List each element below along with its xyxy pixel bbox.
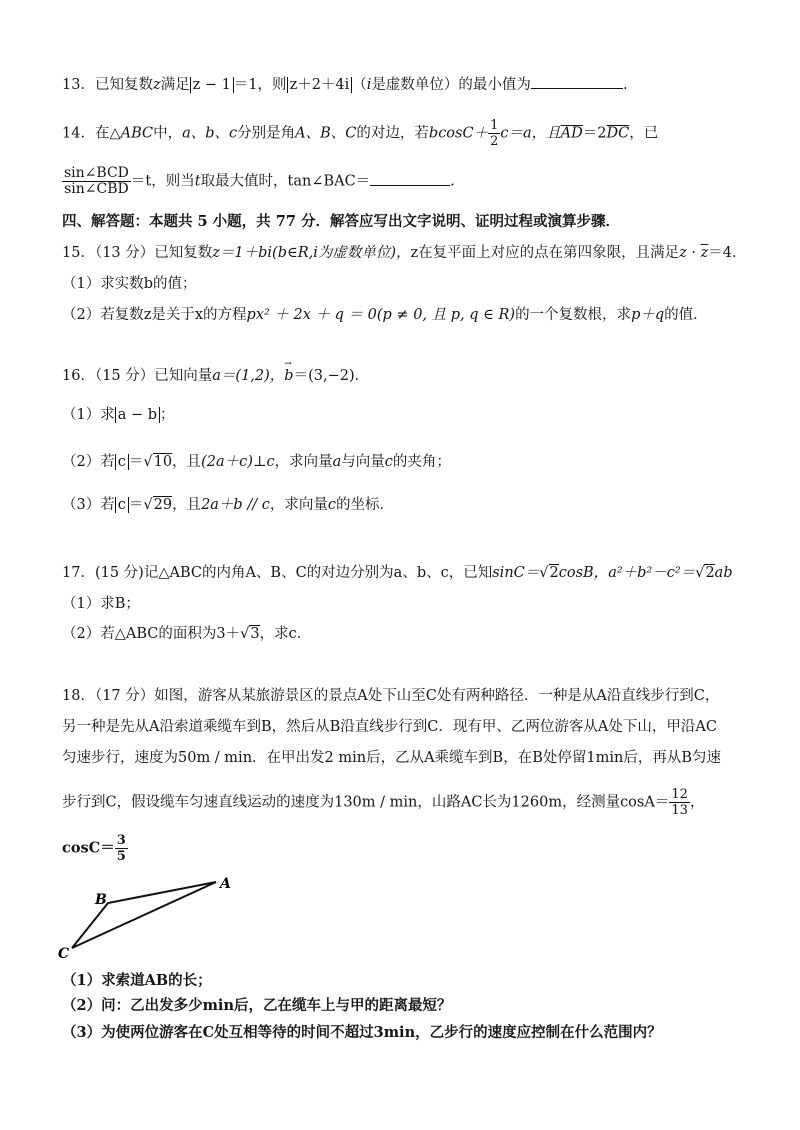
section-heading: 四、解答题：本题共 5 小题，共 77 分．解答应写出文字说明、证明过程或演算步骤． — [62, 213, 620, 230]
triangle-abc — [72, 882, 216, 948]
question-14: 14．在△ABC中，a、b、c分别是角A、B、C的对边，若bcosC＋ $\frac{1}{2}$ c＝a，且$\overline{AD}=2\overline{DC}$，已 — [62, 118, 659, 149]
question-15-part-1: （1）求实数b的值； — [62, 276, 197, 292]
cosC-value: cosC＝ $\frac{3}{5}$ — [62, 833, 126, 864]
label-b: B — [95, 892, 107, 908]
label-a: A — [220, 876, 231, 892]
question-15: 15．（13 分）已知复数z＝1＋bi(b∈R,i为虚数单位)，z在复平面上对应的点在第四象限，且满足$z \cdot \overline{z}=4$． — [62, 245, 747, 261]
fraction-sin-ratio: $\frac{\text{sin∠BCD}}{\text{sin∠CBD}}$ — [64, 165, 129, 197]
question-18-part-3: （3）为使两位游客在C处互相等待的时间不超过3min，乙步行的速度应控制在什么范围内？ — [62, 1024, 662, 1041]
question-16-part-2: （2）若 c ＝√10，且(2a＋c)⊥c，求向量a与向量c的夹角； — [62, 454, 451, 470]
question-14-cont: $\frac{\text{sin∠BCD}}{\text{sin∠CBD}}$ ＝t，则当t取最大值时，tan∠BAC＝ . — [64, 165, 455, 197]
answer-blank-13 — [531, 74, 623, 89]
fraction-cosC: $\frac{3}{5}$ — [116, 833, 126, 864]
question-18-line-3: 匀速步行，速度为50m / min．在甲出发2 min后，乙从A乘缆车到B，在B处停留1min后，再从B匀速 — [62, 750, 721, 766]
question-18-line-4: 步行到C，假设缆车匀速直线运动的速度为130m / min，山路AC长为1260m，经测量cosA＝ $\frac{12}{13}$ ， — [62, 787, 705, 818]
label-c: C — [58, 946, 70, 962]
fraction-cosA: $\frac{12}{13}$ — [671, 787, 688, 818]
q13-condition: z − 1 — [190, 77, 234, 93]
q13-expression: z＋2＋4i — [287, 77, 353, 93]
answer-blank-14 — [370, 171, 450, 186]
q14-number: 14． — [62, 125, 95, 142]
question-17-part-2: （2）若△ABC的面积为3＋√3，求c． — [62, 626, 312, 642]
question-18-line-2: 另一种是先从A沿索道乘缆车到B，然后从B沿直线步行到C．现有甲、乙两位游客从A处下山，甲沿AC — [62, 719, 717, 735]
question-18-part-2: （2）问：乙出发多少min后，乙在缆车上与甲的距离最短？ — [62, 997, 452, 1014]
question-17: 17．(15 分)记△ABC的内角A、B、C的对边分别为a、b、c，已知sinC＝√2cosB，a²＋b²－c²＝√2ab — [62, 565, 733, 581]
question-16-part-1: （1）求 a − b ； — [62, 407, 175, 423]
fraction-half: $\frac{1}{2}$ — [490, 118, 499, 149]
triangle-diagram — [40, 860, 280, 970]
q13-number: 13． — [62, 77, 95, 93]
question-16-part-3: （3）若 c ＝√29，且2a＋b // c，求向量c的坐标． — [62, 497, 394, 513]
question-17-part-1: （1）求B； — [62, 596, 140, 612]
question-16: 16．（15 分）已知向量a＝(1,2)，→ b＝(3,−2)． — [62, 366, 369, 386]
question-15-part-2: （2）若复数z是关于x的方程px² ＋ 2x ＋ q ＝ 0(p ≠ 0, 且 p, q ∈ R)的一个复数根，求p＋q的值． — [62, 307, 708, 323]
question-18-line-1: 18．（17 分）如图，游客从某旅游景区的景点A处下山至C处有两种路径．一种是从A沿直线步行到C， — [62, 688, 720, 704]
question-13: 13．已知复数z满足 z − 1 ＝1，则 z＋2＋4i （i是虚数单位）的最小值为 . — [62, 74, 628, 95]
question-18-part-1: （1）求索道AB的长； — [62, 972, 212, 989]
